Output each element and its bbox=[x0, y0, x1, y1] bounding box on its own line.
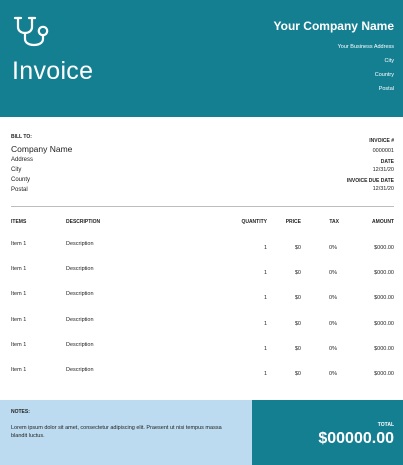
item-price: $0 bbox=[294, 321, 301, 327]
item-tax: 0% bbox=[329, 270, 337, 276]
item-price: $0 bbox=[294, 245, 301, 251]
item-price: $0 bbox=[294, 371, 301, 377]
item-name: Item 1 bbox=[11, 266, 27, 272]
item-quantity: 1 bbox=[263, 371, 267, 377]
header-items: ITEMS bbox=[11, 219, 27, 225]
header-tax: TAX bbox=[329, 219, 339, 225]
item-description: Description bbox=[66, 291, 94, 297]
item-description: Description bbox=[66, 266, 94, 272]
invoice-date-label: DATE bbox=[380, 159, 394, 165]
item-tax: 0% bbox=[329, 321, 337, 327]
item-tax: 0% bbox=[329, 295, 337, 301]
item-price: $0 bbox=[294, 295, 301, 301]
item-tax: 0% bbox=[329, 371, 337, 377]
item-tax: 0% bbox=[329, 346, 337, 352]
item-tax: 0% bbox=[329, 245, 337, 251]
bill-to-address: Address bbox=[11, 157, 34, 163]
item-description: Description bbox=[66, 317, 94, 323]
due-date-value: 12/31/20 bbox=[372, 186, 394, 192]
item-quantity: 1 bbox=[263, 295, 267, 301]
item-amount: $000.00 bbox=[374, 245, 394, 251]
item-description: Description bbox=[66, 342, 94, 348]
item-amount: $000.00 bbox=[374, 346, 394, 352]
section-divider bbox=[11, 206, 394, 207]
bill-to-city: City bbox=[11, 167, 22, 173]
stethoscope-icon bbox=[12, 15, 52, 51]
table-row bbox=[0, 314, 403, 339]
header-quantity: QUANTITY bbox=[241, 219, 267, 225]
item-amount: $000.00 bbox=[374, 270, 394, 276]
invoice-title: Invoice bbox=[12, 57, 94, 85]
item-amount: $000.00 bbox=[374, 295, 394, 301]
due-date-label: INVOICE DUE DATE bbox=[346, 178, 394, 184]
invoice-date-value: 12/31/20 bbox=[372, 167, 394, 173]
item-description: Description bbox=[66, 241, 94, 247]
item-name: Item 1 bbox=[11, 291, 27, 297]
header-description: DESCRIPTION bbox=[66, 219, 101, 225]
company-name: Your Company Name bbox=[273, 19, 394, 33]
item-name: Item 1 bbox=[11, 342, 27, 348]
item-price: $0 bbox=[294, 270, 301, 276]
company-country: Country bbox=[374, 72, 394, 78]
table-row bbox=[0, 238, 403, 263]
company-postal: Postal bbox=[378, 86, 394, 92]
item-name: Item 1 bbox=[11, 317, 27, 323]
item-quantity: 1 bbox=[263, 346, 267, 352]
company-city: City bbox=[384, 58, 394, 64]
item-name: Item 1 bbox=[11, 241, 27, 247]
item-description: Description bbox=[66, 367, 94, 373]
item-quantity: 1 bbox=[263, 270, 267, 276]
notes-text: Lorem ipsum dolor sit amet, consectetur adipiscing elit. Praesent ut nisi tempus massa blandit luctus. bbox=[11, 425, 222, 439]
item-quantity: 1 bbox=[263, 245, 267, 251]
bill-to-postal: Postal bbox=[11, 187, 28, 193]
item-amount: $000.00 bbox=[374, 371, 394, 377]
item-amount: $000.00 bbox=[374, 321, 394, 327]
bill-to-company: Company Name bbox=[11, 144, 73, 154]
table-row bbox=[0, 288, 403, 313]
header-price: PRICE bbox=[285, 219, 301, 225]
table-row bbox=[0, 364, 403, 389]
table-row bbox=[0, 339, 403, 364]
table-row bbox=[0, 263, 403, 288]
item-name: Item 1 bbox=[11, 367, 27, 373]
invoice-header bbox=[0, 0, 403, 117]
invoice-number-value: 0000001 bbox=[372, 148, 394, 154]
total-label: TOTAL bbox=[377, 422, 394, 428]
header-amount: AMOUNT bbox=[372, 219, 394, 225]
total-value: $00000.00 bbox=[318, 430, 394, 447]
item-price: $0 bbox=[294, 346, 301, 352]
invoice-number-label: INVOICE # bbox=[369, 138, 394, 144]
company-address: Your Business Address bbox=[337, 44, 394, 50]
bill-to-county: County bbox=[11, 177, 31, 183]
item-quantity: 1 bbox=[263, 321, 267, 327]
notes-label: NOTES: bbox=[11, 409, 30, 415]
bill-to-label: BILL TO: bbox=[11, 134, 32, 140]
